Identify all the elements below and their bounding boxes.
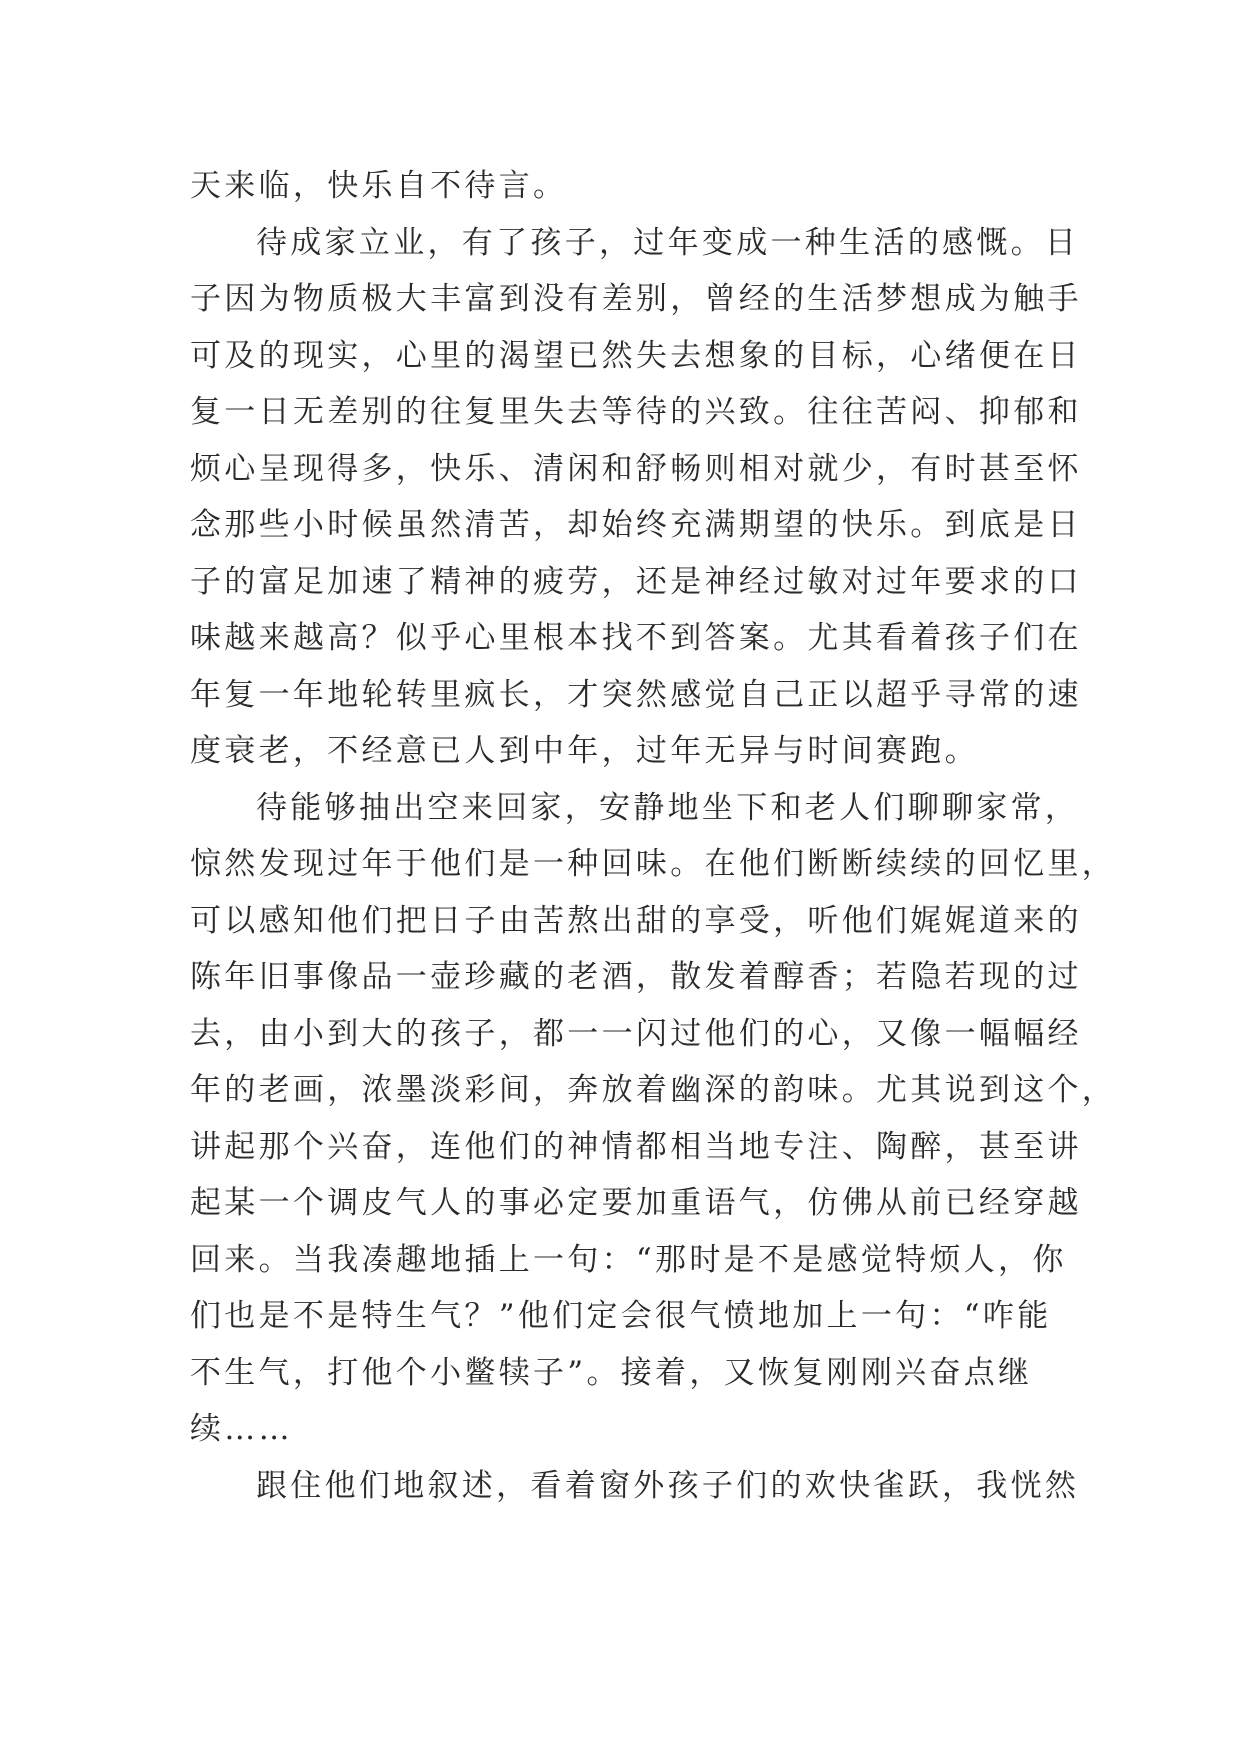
text-line: 惊然发现过年于他们是一种回味。在他们断断续续的回忆里， <box>190 846 1117 882</box>
text-line: 烦心呈现得多，快乐、清闲和舒畅则相对就少，有时甚至怀 <box>190 450 1082 487</box>
text-line: 可及的现实，心里的渴望已然失去想象的目标，心绪便在日 <box>190 337 1082 374</box>
text-line: 度衰老，不经意已人到中年，过年无异与时间赛跑。 <box>190 733 979 769</box>
text-line: 待能够抽出空来回家，安静地坐下和老人们聊聊家常， <box>256 789 1080 826</box>
text-line: 待成家立业，有了孩子，过年变成一种生活的感慨。日 <box>256 224 1080 261</box>
text-line: 子的富足加速了精神的疲劳，还是神经过敏对过年要求的口 <box>190 563 1082 600</box>
text-line: 跟住他们地叙述，看着窗外孩子们的欢快雀跃，我恍然 <box>256 1467 1080 1504</box>
text-line: 年的老画，浓墨淡彩间，奔放着幽深的韵味。尤其说到这个， <box>190 1072 1117 1108</box>
text-line: 年复一年地轮转里疯长，才突然感觉自己正以超乎寻常的速 <box>190 676 1082 713</box>
text-line: 起某一个调皮气人的事必定要加重语气，仿佛从前已经穿越 <box>190 1185 1082 1221</box>
text-line: 子因为物质极大丰富到没有差别，曾经的生活梦想成为触手 <box>190 281 1082 317</box>
text-line: 讲起那个兴奋，连他们的神情都相当地专注、陶醉，甚至讲 <box>190 1128 1082 1165</box>
text-line: 们也是不是特生气？”他们定会很气愤地加上一句：“咋能 <box>190 1298 1052 1334</box>
text-line: 味越来越高？似乎心里根本找不到答案。尤其看着孩子们在 <box>190 620 1082 656</box>
text-line: 陈年旧事像品一壶珍藏的老酒，散发着醇香；若隐若现的过 <box>190 959 1082 995</box>
text-line: 可以感知他们把日子由苦熬出甜的享受，听他们娓娓道来的 <box>190 902 1082 939</box>
document-body <box>190 158 1117 1514</box>
text-line: 复一日无差别的往复里失去等待的兴致。往往苦闷、抑郁和 <box>190 394 1082 430</box>
text-line: 回来。当我凑趣地插上一句：“那时是不是感觉特烦人，你 <box>190 1241 1067 1278</box>
text-line: 续…… <box>190 1411 293 1447</box>
text-line: 不生气，打他个小鳖犊子”。接着，又恢复刚刚兴奋点继 <box>190 1354 1033 1391</box>
text-line: 去，由小到大的孩子，都一一闪过他们的心，又像一幅幅经 <box>190 1015 1082 1052</box>
text-line: 天来临，快乐自不待言。 <box>190 168 568 204</box>
text-line: 念那些小时候虽然清苦，却始终充满期望的快乐。到底是日 <box>190 507 1082 543</box>
